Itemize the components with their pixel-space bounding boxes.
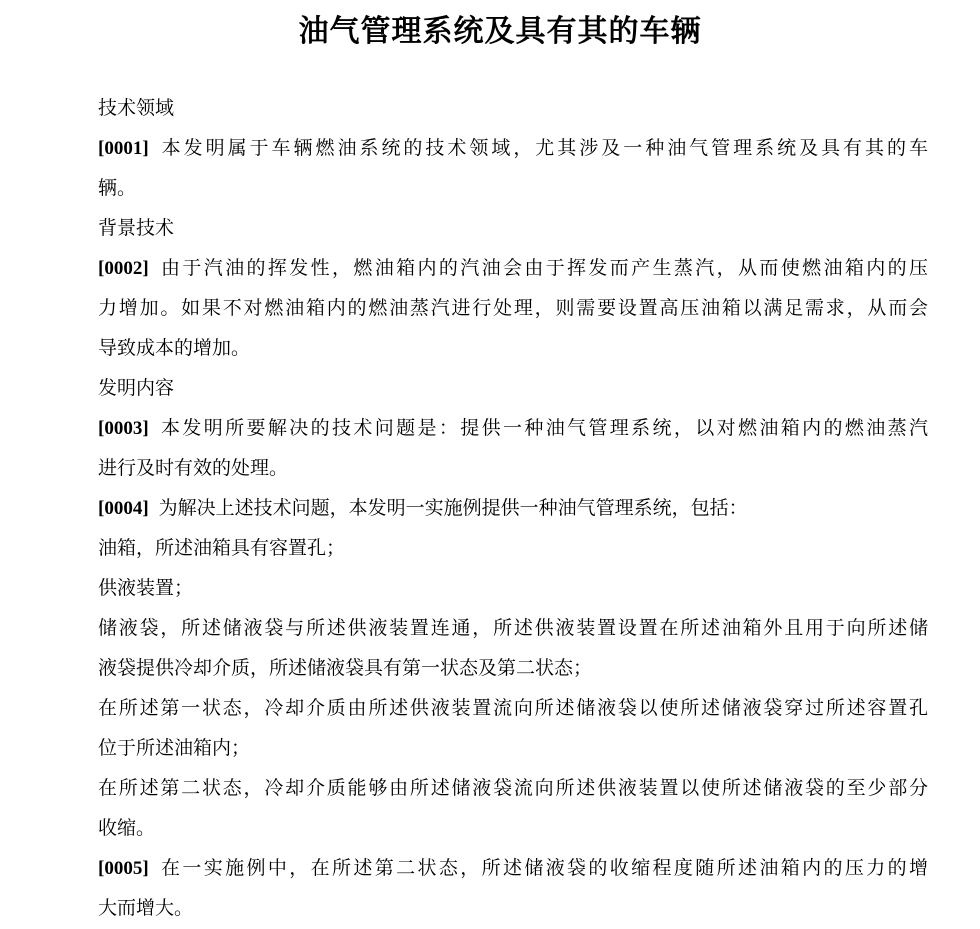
claim-state-2-line-1: 在所述第二状态，冷却介质能够由所述储液袋流向所述供液装置以使所述储液袋的至少部分 [98,777,928,799]
paragraph-0003-line-1 [98,414,928,443]
claim-state-2-line-2: 收缩。 [98,817,156,839]
paragraph-number: [0001] [98,138,149,159]
paragraph-0005-line-2: 大而增大。 [98,897,194,919]
claim-state-1-line-1: 在所述第一状态，冷却介质由所述供液装置流向所述储液袋以使所述储液袋穿过所述容置孔 [98,697,928,719]
claim-state-1-line-2: 位于所述油箱内； [98,737,251,759]
paragraph-0002-line-1 [98,254,928,283]
paragraph-0005-line-1 [98,854,928,883]
paragraph-number: [0003] [98,418,149,439]
paragraph-number: [0004] [98,498,149,519]
paragraph-0001-line-2: 辆。 [98,177,137,199]
document-title: 油气管理系统及具有其的车辆 [298,14,702,49]
paragraph-0002-line-2: 力增加。如果不对燃油箱内的燃油蒸汽进行处理，则需要设置高压油箱以满足需求，从而会 [98,297,928,319]
paragraph-0001-line-1 [98,134,928,163]
section-heading-summary: 发明内容 [98,377,175,399]
paragraph-0002-line-3: 导致成本的增加。 [98,337,251,359]
paragraph-0004-line-1 [98,494,928,523]
claim-item-bag-line-1: 储液袋，所述储液袋与所述供液装置连通，所述供液装置设置在所述油箱外且用于向所述储 [98,617,928,639]
paragraph-number: [0005] [98,858,149,879]
claim-item-tank: 油箱，所述油箱具有容置孔； [98,537,346,559]
section-heading-background: 背景技术 [98,217,175,239]
paragraph-text: 为解决上述技术问题，本发明一实施例提供一种油气管理系统，包括： [158,497,748,519]
claim-item-bag-line-2: 液袋提供冷却介质，所述储液袋具有第一状态及第二状态； [98,657,593,679]
paragraph-text: 在一实施例中，在所述第二状态，所述储液袋的收缩程度随所述油箱内的压力的增 [158,857,928,879]
paragraph-number: [0002] [98,258,149,279]
section-heading-tech-field: 技术领域 [98,97,175,119]
paragraph-text: 本发明属于车辆燃油系统的技术领域，尤其涉及一种油气管理系统及具有其的车 [158,137,928,159]
paragraph-text: 由于汽油的挥发性，燃油箱内的汽油会由于挥发而产生蒸汽，从而使燃油箱内的压 [158,257,928,279]
claim-item-supply: 供液装置； [98,577,194,599]
paragraph-0003-line-2: 进行及时有效的处理。 [98,457,289,479]
paragraph-text: 本发明所要解决的技术问题是：提供一种油气管理系统，以对燃油箱内的燃油蒸汽 [158,417,928,439]
